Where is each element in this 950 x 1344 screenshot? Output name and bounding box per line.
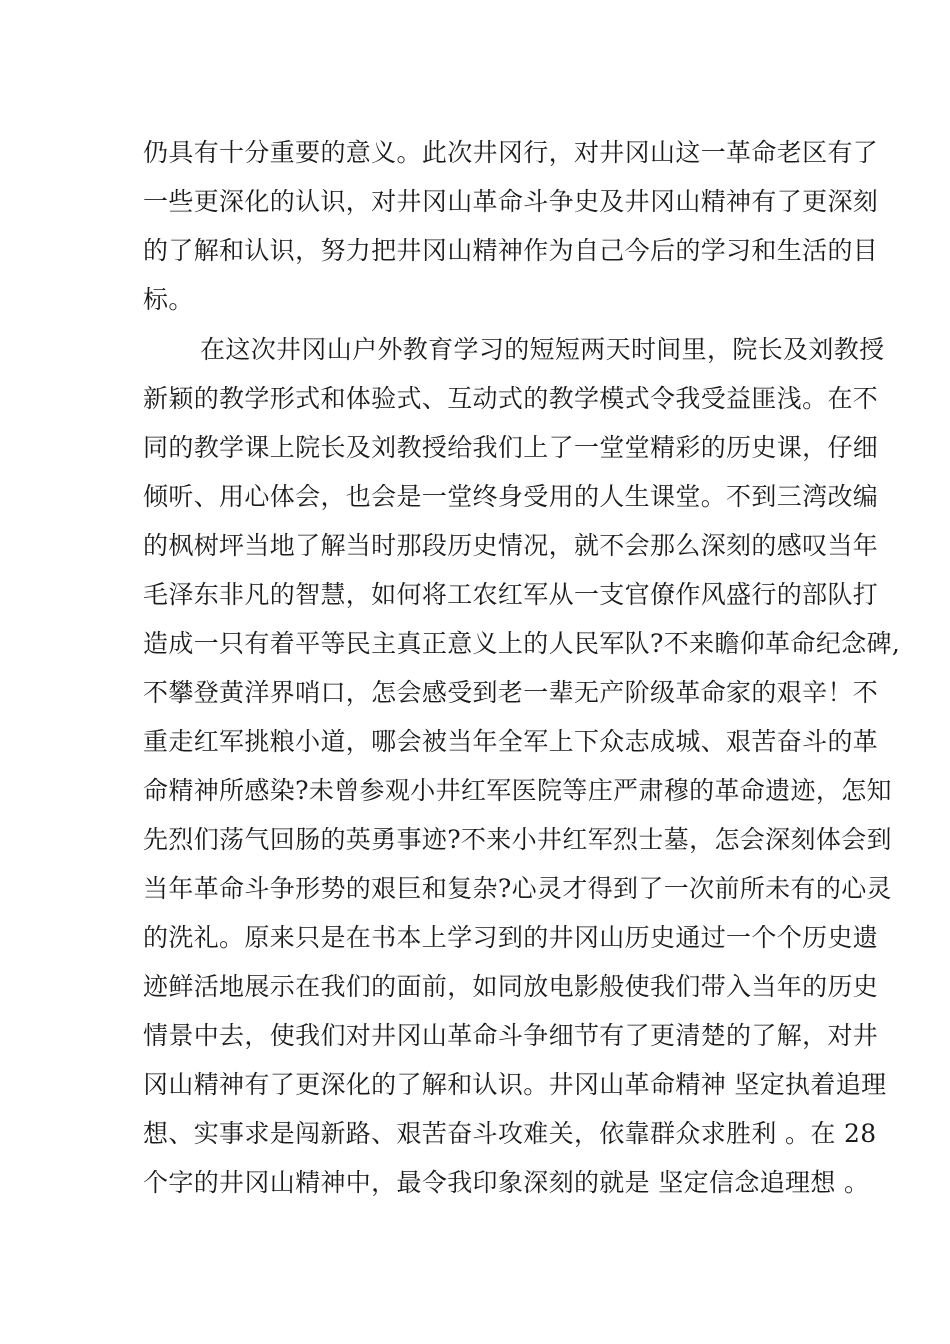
text-line: 先烈们荡气回肠的英勇事迹?不来小井红军烈士墓，怎会深刻体会到: [143, 825, 892, 854]
text-line: 不攀登黄洋界哨口，怎会感受到老一辈无产阶级革命家的艰辛！不: [143, 678, 879, 707]
text-line: 想、实事求是闯新路、艰苦奋斗攻难关，依靠群众求胜利 。在 28: [143, 1119, 877, 1148]
text-line: 新颖的教学形式和体验式、互动式的教学模式令我受益匪浅。在不: [143, 384, 879, 413]
text-line: 在这次井冈山户外教育学习的短短两天时间里，院长及刘教授: [200, 335, 885, 364]
text-line: 倾听、用心体会，也会是一堂终身受用的人生课堂。不到三湾改编: [143, 482, 879, 511]
text-line: 造成一只有着平等民主真正意义上的人民军队?不来瞻仰革命纪念碑,: [143, 629, 901, 658]
text-line: 命精神所感染?未曾参观小井红军医院等庄严肃穆的革命遗迹，怎知: [143, 776, 892, 805]
text-line: 的洗礼。原来只是在书本上学习到的井冈山历史通过一个个历史遗: [143, 923, 879, 952]
text-line: 的枫树坪当地了解当时那段历史情况，就不会那么深刻的感叹当年: [143, 531, 879, 560]
text-line: 仍具有十分重要的意义。此次井冈行，对井冈山这一革命老区有了: [143, 138, 879, 167]
text-line: 冈山精神有了更深化的了解和认识。井冈山革命精神 坚定执着追理: [143, 1070, 887, 1099]
text-line: 重走红军挑粮小道，哪会被当年全军上下众志成城、艰苦奋斗的革: [143, 727, 879, 756]
text-line: 个字的井冈山精神中，最令我印象深刻的就是 坚定信念追理想 。: [143, 1168, 870, 1197]
text-line: 标。: [143, 285, 194, 314]
text-line: 情景中去，使我们对井冈山革命斗争细节有了更清楚的了解，对井: [143, 1021, 879, 1050]
text-line: 同的教学课上院长及刘教授给我们上了一堂堂精彩的历史课，仔细: [143, 433, 879, 462]
text-line: 迹鲜活地展示在我们的面前，如同放电影般使我们带入当年的历史: [143, 972, 879, 1001]
text-line: 当年革命斗争形势的艰巨和复杂?心灵才得到了一次前所未有的心灵: [143, 874, 892, 903]
text-line: 一些更深化的认识，对井冈山革命斗争史及井冈山精神有了更深刻: [143, 187, 879, 216]
text-line: 毛泽东非凡的智慧，如何将工农红军从一支官僚作风盛行的部队打: [143, 580, 879, 609]
text-line: 的了解和认识，努力把井冈山精神作为自己今后的学习和生活的目: [143, 236, 879, 265]
